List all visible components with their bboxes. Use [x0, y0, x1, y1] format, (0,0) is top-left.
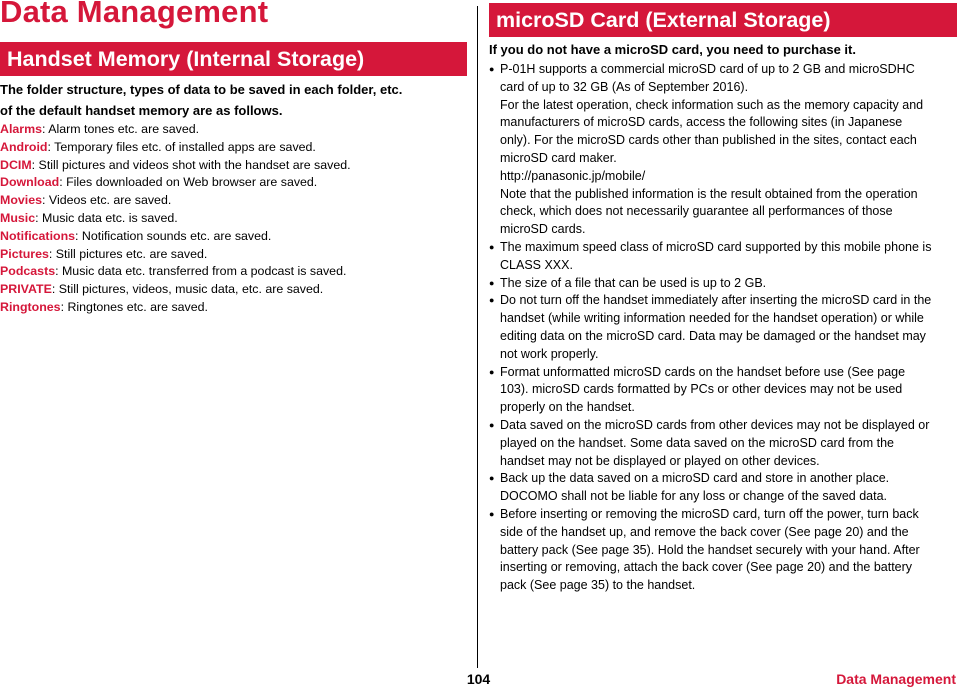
note-line: editing data on the microSD card. Data may be damaged or the handset may: [500, 328, 926, 343]
note-line: microSD cards.: [500, 222, 586, 237]
note-line: Note that the published information is the result obtained from the operation: [500, 186, 918, 201]
note-line: check, which does not necessarily guarantee all performances of those: [500, 204, 893, 219]
note-line: handset (while writing information needed for the handset operation) or while: [500, 311, 924, 326]
folder-description: : Ringtones etc. are saved.: [60, 299, 208, 314]
intro-line: of the default handset memory are as follows.: [0, 103, 283, 118]
microsd-note: [489, 417, 957, 470]
microsd-note: [489, 470, 957, 506]
bullet-icon: ●: [489, 473, 495, 484]
note-line: http://panasonic.jp/mobile/: [500, 168, 646, 183]
bullet-icon: ●: [489, 366, 495, 377]
note-line: 103). microSD cards formatted by PCs or other devices may not be used: [500, 382, 903, 397]
microsd-note: [489, 61, 957, 239]
microsd-note: [489, 239, 957, 275]
right-column: [489, 40, 957, 595]
folder-item: [0, 228, 470, 246]
folder-name: Movies: [0, 193, 43, 208]
note-line: The maximum speed class of microSD card supported by this mobile phone is: [500, 239, 932, 254]
folder-item: [0, 210, 470, 228]
note-line: For the latest operation, check information such as the memory capacity and: [500, 97, 924, 112]
note-line: P-01H supports a commercial microSD card of up to 2 GB and microSDHC: [500, 62, 915, 76]
folder-item: [0, 192, 470, 210]
note-line: properly on the handset.: [500, 400, 635, 415]
folder-list: [0, 121, 470, 317]
intro-line: The folder structure, types of data to be saved in each folder, etc.: [0, 82, 403, 97]
external-storage-banner: microSD Card (External Storage): [489, 3, 957, 37]
note-line: The size of a file that can be used is up to 2 GB.: [500, 275, 767, 290]
note-line: manufacturers of microSD cards, access the following sites (in Japanese: [500, 115, 903, 130]
note-line: pack (See page 35) to the handset.: [500, 578, 696, 593]
folder-description: : Still pictures, videos, music data, etc. are saved.: [51, 282, 324, 297]
folder-name: Pictures: [0, 246, 49, 261]
note-line: card of up to 32 GB (As of September 2016).: [500, 79, 749, 94]
note-line: played on the handset. Some data saved on the microSD card from the: [500, 435, 894, 450]
note-line: not work properly.: [500, 346, 599, 361]
note-line: microSD card maker.: [500, 150, 617, 165]
bullet-icon: ●: [489, 295, 495, 306]
bullet-icon: ●: [489, 508, 495, 519]
page-number: 104: [466, 671, 491, 687]
folder-description: : Still pictures etc. are saved.: [48, 246, 208, 261]
folder-item: [0, 139, 470, 157]
folder-name: Ringtones: [0, 299, 61, 314]
microsd-note: [489, 292, 957, 363]
folder-name: Alarms: [0, 122, 43, 136]
page-title: Data Management: [0, 0, 269, 29]
folder-description: : Still pictures and videos shot with the handset are saved.: [31, 157, 351, 172]
bullet-icon: ●: [489, 241, 495, 252]
folder-item: [0, 246, 470, 264]
footer-section-title: Data Management: [836, 671, 956, 687]
folder-item: [0, 299, 470, 317]
note-line: side of the handset up, and remove the back cover (See page 20) and the: [500, 524, 909, 539]
folder-description: : Videos etc. are saved.: [42, 193, 172, 208]
note-line: Back up the data saved on a microSD card and store in another place.: [500, 471, 890, 486]
folder-name: Podcasts: [0, 264, 56, 279]
note-line: Format unformatted microSD cards on the handset before use (See page: [500, 364, 906, 379]
internal-storage-intro: [0, 79, 470, 121]
left-column: [0, 79, 470, 317]
folder-name: Android: [0, 139, 48, 154]
note-line: handset may not be displayed or played on other devices.: [500, 453, 820, 468]
note-line: only). For the microSD cards other than published in the sites, contact each: [500, 133, 917, 148]
bullet-icon: ●: [489, 64, 495, 74]
external-storage-intro: If you do not have a microSD card, you need to purchase it.: [489, 42, 856, 57]
folder-item: [0, 174, 470, 192]
note-line: DOCOMO shall not be liable for any loss or change of the saved data.: [500, 489, 888, 504]
microsd-notes-list: [489, 61, 957, 595]
folder-item: [0, 281, 470, 299]
folder-item: [0, 157, 470, 175]
microsd-note: [489, 506, 957, 595]
folder-item: [0, 263, 470, 281]
folder-description: : Files downloaded on Web browser are saved.: [59, 175, 318, 190]
note-line: inserting or removing, attach the back cover (See page 20) and the battery: [500, 560, 913, 575]
note-line: Before inserting or removing the microSD card, turn off the power, turn back: [500, 506, 919, 521]
internal-storage-banner: Handset Memory (Internal Storage): [0, 42, 467, 76]
note-line: battery pack (See page 35). Hold the handset securely with your hand. After: [500, 542, 920, 557]
note-line: CLASS XXX.: [500, 257, 573, 272]
folder-name: Download: [0, 175, 60, 190]
microsd-note: [489, 364, 957, 417]
folder-description: : Music data etc. transferred from a podcast is saved.: [55, 264, 347, 279]
note-line: Data saved on the microSD cards from other devices may not be displayed or: [500, 417, 930, 432]
bullet-icon: ●: [489, 419, 495, 430]
folder-name: DCIM: [0, 157, 32, 172]
microsd-note: [489, 275, 957, 293]
note-line: Do not turn off the handset immediately after inserting the microSD card in the: [500, 293, 932, 308]
folder-name: Notifications: [0, 228, 76, 243]
folder-description: : Notification sounds etc. are saved.: [75, 228, 272, 243]
folder-description: : Music data etc. is saved.: [35, 210, 178, 225]
folder-description: : Temporary files etc. of installed apps are saved.: [47, 139, 316, 154]
folder-name: Music: [0, 210, 36, 225]
bullet-icon: ●: [489, 277, 495, 288]
column-divider: [477, 6, 478, 668]
folder-description: : Alarm tones etc. are saved.: [42, 122, 200, 136]
folder-name: PRIVATE: [0, 282, 52, 297]
folder-item: [0, 121, 470, 139]
